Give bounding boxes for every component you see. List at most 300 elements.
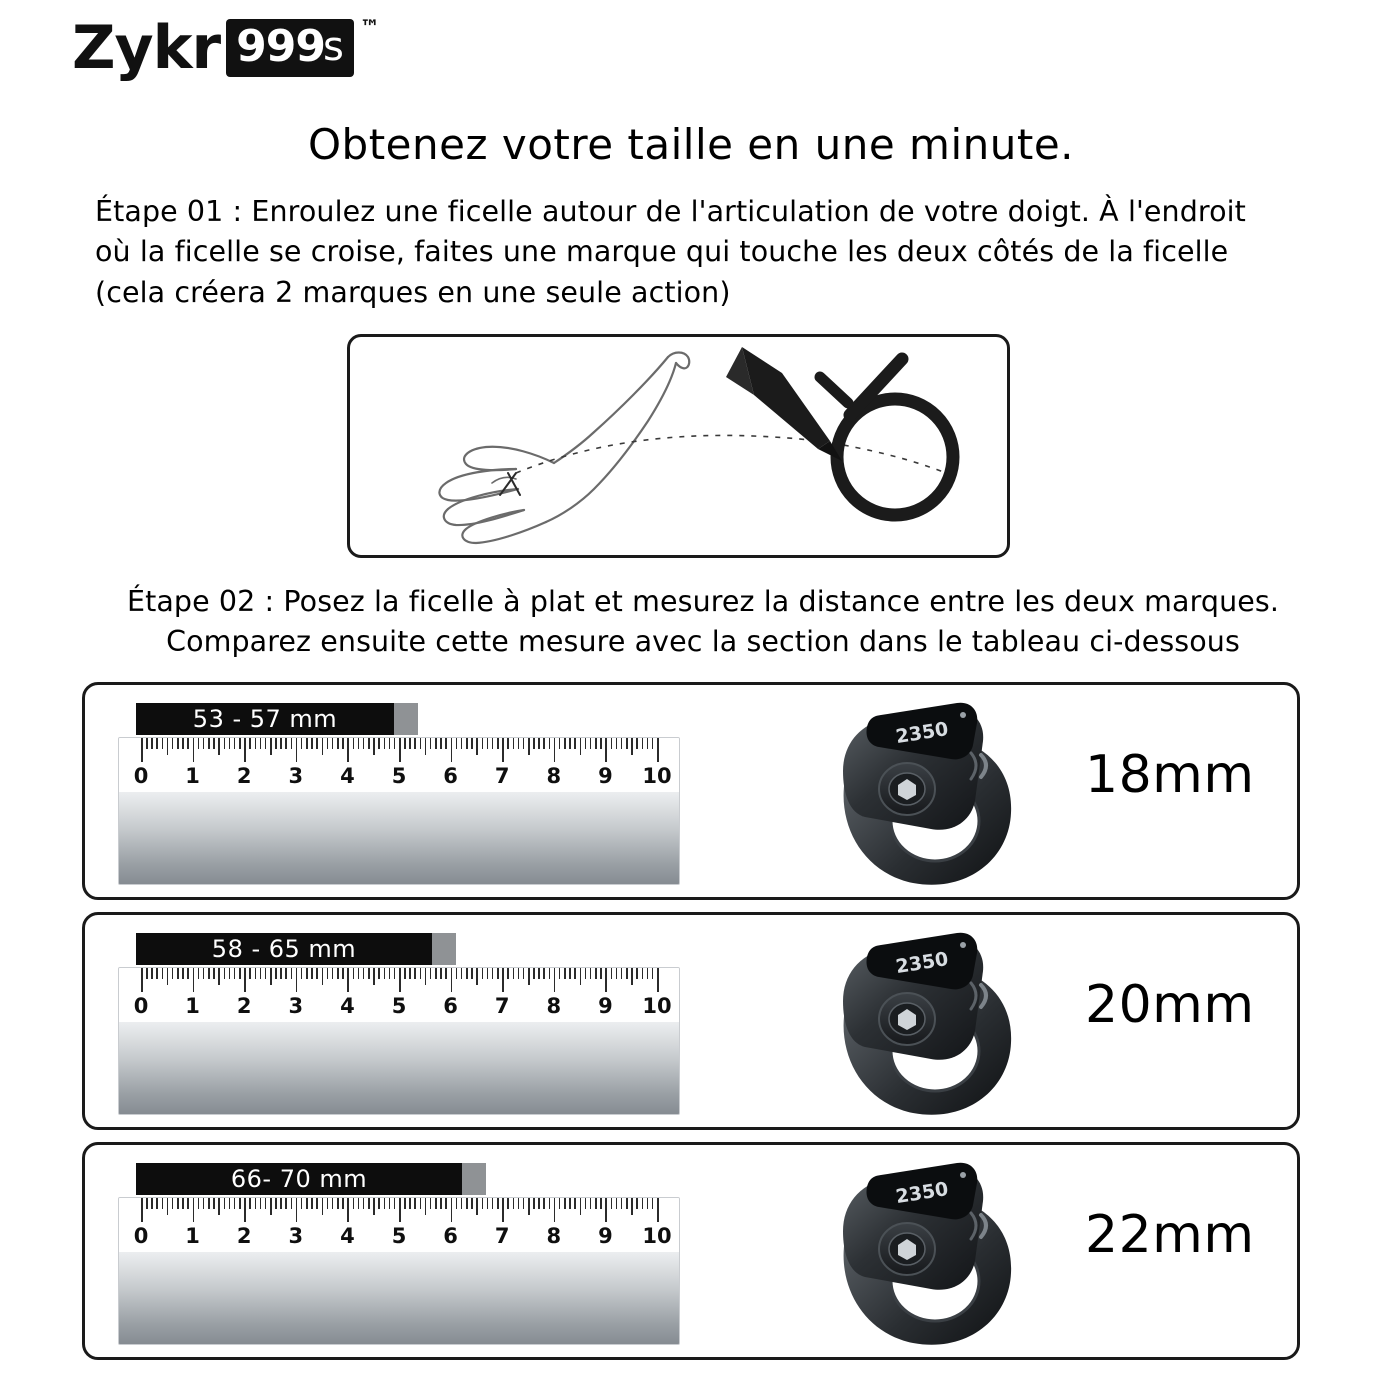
ruler-tick-minor [280,1198,282,1209]
ruler-tick-minor [224,738,226,749]
ruler-tick-minor [497,738,499,749]
size-label: 20mm [1085,975,1255,1035]
ruler-tick-minor [280,738,282,749]
ruler-tick-minor [291,1198,293,1209]
ruler-number: 1 [185,994,200,1018]
ruler-tick-minor [208,968,210,979]
ruler-tick-minor [389,968,391,979]
ruler-number: 8 [546,764,562,788]
brand-logo [72,13,380,83]
ruler-tick-minor [435,968,437,979]
ruler-tick-major [605,968,607,992]
ruler-tick-minor [574,1198,576,1209]
ruler-tick-minor [518,738,520,749]
range-badge: 58 - 65 mm [136,933,432,965]
ruler-tick-minor [549,1198,551,1209]
ruler-number: 2 [236,764,252,788]
ruler-tick-minor [533,738,535,749]
ruler-tick-minor [182,968,184,979]
ruler-tick-major [502,968,504,992]
ruler-number: 7 [494,1224,510,1248]
ruler-tick-minor [285,1198,287,1209]
ruler-tick-minor [420,1198,422,1209]
ruler-tick-minor [600,1198,602,1209]
ruler-tick-mid [528,738,530,755]
step-02-line-2: Comparez ensuite cette mesure avec la section dans le tableau ci-dessous [166,625,1240,659]
size-row [82,682,1300,900]
ruler-tick-minor [647,1198,649,1209]
ruler-tick-minor [409,1198,411,1209]
ruler-number: 9 [598,994,613,1018]
ruler-tick-minor [249,1198,251,1209]
ruler-tick-minor [368,968,370,979]
smart-ring-graphic [785,1153,1045,1353]
ruler-tick-minor [569,968,571,979]
ruler-tick-minor [600,738,602,749]
ruler-tick-minor [285,968,287,979]
ruler-tick-minor [487,968,489,979]
ruler-tick-minor [156,738,158,749]
ruler-tick-minor [358,1198,360,1209]
ruler-tick-mid [528,968,530,985]
ruler-tick-minor [482,738,484,749]
ruler-tick-minor [409,738,411,749]
ruler-tick-major [657,1198,659,1222]
ruler-tick-minor [394,968,396,979]
ruler-tick-major [296,1198,298,1222]
ruler-tick-minor [384,738,386,749]
ruler-tick-minor [363,1198,365,1209]
illustration-panel [347,334,1010,558]
ruler-tick-mid [373,1198,375,1215]
ruler-tick-minor [621,1198,623,1209]
ruler-tick-minor [172,968,174,979]
ruler-tick-minor [337,738,339,749]
brand-badge-text: 999 [236,21,325,72]
ruler-number: 10 [642,1224,672,1248]
ruler-tick-minor [523,1198,525,1209]
ruler-tick-minor [523,738,525,749]
ruler-tick-minor [291,738,293,749]
ruler-tick-minor [316,738,318,749]
smart-ring-graphic [785,923,1045,1123]
ruler-tick-mid [373,738,375,755]
ruler-tick-major [451,1198,453,1222]
ruler-tick-minor [177,968,179,979]
ruler-tick-minor [249,738,251,749]
ruler-tick-minor [414,968,416,979]
ruler-tick-minor [156,1198,158,1209]
ruler-tick-minor [239,738,241,749]
step-01-line-1: Étape 01 : Enroulez une ficelle autour de l'articulation de votre doigt. À l'endroit [95,195,1246,228]
brand-badge [226,15,380,77]
ruler-number: 0 [133,1224,149,1248]
ruler-tick-minor [255,968,257,979]
ruler-tick-minor [187,1198,189,1209]
ruler-tick-minor [213,1198,215,1209]
ruler-tick-minor [636,968,638,979]
ruler-tick-minor [301,968,303,979]
ruler-number: 4 [340,994,355,1018]
ruler-tick-minor [151,968,153,979]
ruler-tick-minor [301,738,303,749]
ruler-tick-mid [580,968,582,985]
ruler-tick-minor [146,738,148,749]
ruler-tick-minor [342,968,344,979]
ruler-tick-minor [404,1198,406,1209]
ruler-tick-minor [626,1198,628,1209]
ruler-tick-mid [218,1198,220,1215]
ruler-tick-minor [621,968,623,979]
ruler-tick-minor [306,738,308,749]
ruler-tick-minor [275,968,277,979]
ruler-tick-mid [218,738,220,755]
smart-ring-graphic [785,693,1045,893]
ruler-tick-mid [425,1198,427,1215]
ruler-tick-major [451,738,453,762]
ring-display-value: 2350 [894,718,950,749]
ruler-tick-minor [611,1198,613,1209]
ruler-tick-minor [507,968,509,979]
ruler-number: 9 [598,1224,613,1248]
ruler-tick-minor [642,738,644,749]
ruler-tick-minor [652,1198,654,1209]
ruler-measure [118,1163,678,1343]
ruler-tick-minor [187,968,189,979]
ruler-tick-mid [631,1198,633,1215]
ruler-tick-mid [322,1198,324,1215]
ruler-tick-major [605,1198,607,1222]
ruler-tick-minor [265,968,267,979]
ruler-number: 4 [340,1224,355,1248]
ruler-tick-minor [549,968,551,979]
ruler-tick-minor [389,1198,391,1209]
ruler-tick-major [141,738,143,762]
size-label: 22mm [1085,1205,1255,1265]
ruler-tick-minor [327,968,329,979]
ruler-tick-major [141,968,143,992]
ruler-tick-major [554,738,556,762]
ruler-tick-minor [564,738,566,749]
ruler-tick-minor [616,968,618,979]
ruler-tick-minor [585,738,587,749]
ruler-tick-major [347,1198,349,1222]
ruler-number: 5 [391,764,407,788]
size-label: 18mm [1085,745,1255,805]
ruler-tick-minor [523,968,525,979]
ruler-tick-minor [291,968,293,979]
ruler-tick-minor [466,1198,468,1209]
ruler-tick-major [347,968,349,992]
ruler-tick-minor [260,1198,262,1209]
ruler-tick-major [657,738,659,762]
ruler-tick-minor [497,968,499,979]
ruler-tick-minor [275,738,277,749]
ruler-number: 3 [288,994,304,1018]
ruler-tick-minor [234,968,236,979]
ruler-tick-mid [167,968,169,985]
ruler-tick-minor [177,1198,179,1209]
brand-name: Zykr [72,13,221,83]
ruler-tick-minor [497,1198,499,1209]
ruler-tick-minor [255,738,257,749]
ruler-tick-minor [466,738,468,749]
ruler-tick-major [399,968,401,992]
ruler-number: 6 [443,764,458,788]
step-02-text [95,582,1311,663]
ruler-tick-mid [476,1198,478,1215]
ruler-tick-minor [363,968,365,979]
ruler-measure [118,703,678,883]
ruler-tick-minor [595,968,597,979]
ruler-tick-major [347,738,349,762]
ruler-tick-minor [234,1198,236,1209]
ruler-tick-minor [203,738,205,749]
ruler-tick-minor [482,1198,484,1209]
ruler-tick-major [244,738,246,762]
ruler-tick-major [244,968,246,992]
ruler-tick-minor [280,968,282,979]
ruler-tick-minor [616,738,618,749]
ruler-tick-minor [353,968,355,979]
ruler-tick-mid [580,1198,582,1215]
ruler-tick-minor [363,738,365,749]
ruler-tick-minor [518,968,520,979]
ruler-tick-minor [636,738,638,749]
ruler-tick-minor [600,968,602,979]
ruler-tick-minor [332,968,334,979]
ruler-tick-minor [543,968,545,979]
ruler-tick-minor [642,968,644,979]
ruler-tick-minor [384,968,386,979]
ruler-tick-minor [652,968,654,979]
ruler-tick-minor [342,738,344,749]
ruler-number: 3 [288,1224,304,1248]
ruler-tick-major [451,968,453,992]
ruler-tick-minor [182,738,184,749]
ruler-number: 5 [391,994,407,1018]
ruler-tick-minor [456,738,458,749]
ruler-tick-minor [559,968,561,979]
ruler-tick-minor [358,738,360,749]
size-row [82,912,1300,1130]
ring-display-value: 2350 [894,1178,950,1209]
ruler-tick-minor [440,968,442,979]
ruler-tick-minor [151,1198,153,1209]
ruler-tick-minor [574,738,576,749]
ruler-number: 8 [546,994,562,1018]
ruler-tick-minor [569,1198,571,1209]
smart-ring-image [785,693,1045,893]
ruler-tick-major [502,738,504,762]
ruler-tick-minor [642,1198,644,1209]
ruler-tick-minor [513,968,515,979]
ruler-tick-minor [275,1198,277,1209]
ruler-tick-minor [445,968,447,979]
ruler-tick-minor [543,1198,545,1209]
ruler-tick-mid [322,968,324,985]
ruler-tick-minor [507,1198,509,1209]
ruler-number: 0 [133,994,149,1018]
step-02-line-1: Étape 02 : Posez la ficelle à plat et mesurez la distance entre les deux marques. [126,585,1280,618]
ruler-tick-major [502,1198,504,1222]
ruler-tick-mid [631,968,633,985]
ruler-tick-minor [316,968,318,979]
ruler-tick-mid [631,738,633,755]
ruler-tick-minor [595,738,597,749]
ruler-tick-minor [234,738,236,749]
ruler-tick-minor [368,1198,370,1209]
ruler-tick-minor [461,1198,463,1209]
ruler-tick-minor [621,738,623,749]
ruler-tick-major [554,968,556,992]
ruler-tick-mid [270,738,272,755]
ruler-tick-mid [425,738,427,755]
ruler-tick-minor [332,1198,334,1209]
ruler-tick-minor [611,738,613,749]
ruler-tick-minor [203,1198,205,1209]
ruler-tick-minor [368,738,370,749]
ruler-tick-minor [198,738,200,749]
smart-ring-image [785,923,1045,1123]
ruler-tick-minor [569,738,571,749]
ruler-number: 1 [185,764,200,788]
ruler-tick-minor [311,1198,313,1209]
ruler-tick-minor [353,738,355,749]
ruler-tick-minor [172,1198,174,1209]
ruler-tick-minor [394,738,396,749]
ruler-tick-minor [492,738,494,749]
ruler-tick-minor [337,1198,339,1209]
ruler-number: 2 [236,1224,252,1248]
ruler-tick-minor [239,1198,241,1209]
ruler-tick-minor [353,1198,355,1209]
ruler-tick-minor [172,738,174,749]
ruler-tick-minor [466,968,468,979]
ruler-tick-minor [342,1198,344,1209]
ruler-tick-minor [482,968,484,979]
ruler-tick-minor [213,738,215,749]
range-cap [432,933,456,965]
ruler-tick-minor [420,968,422,979]
ruler-tick-minor [595,1198,597,1209]
ruler-tick-minor [430,968,432,979]
ruler-tick-minor [574,968,576,979]
ruler-number: 8 [546,1224,562,1248]
ruler-tick-minor [559,1198,561,1209]
ruler-tick-minor [471,738,473,749]
ruler-tick-minor [636,1198,638,1209]
ruler-tick-minor [549,738,551,749]
ruler-tick-minor [208,1198,210,1209]
ruler-tick-mid [476,738,478,755]
ruler-tick-major [399,1198,401,1222]
ruler-tick-minor [177,738,179,749]
ruler-tick-minor [332,738,334,749]
ruler-tick-minor [260,738,262,749]
ruler-tick-minor [430,1198,432,1209]
ruler-tick-minor [378,1198,380,1209]
ruler-tick-minor [420,738,422,749]
ruler-tick-mid [373,968,375,985]
ruler-tick-major [193,968,195,992]
ruler-tick-minor [590,738,592,749]
ruler-number: 5 [391,1224,407,1248]
ruler-tick-minor [487,738,489,749]
ruler-tick-minor [198,968,200,979]
page-title: Obtenez votre taille en une minute. [307,120,1075,169]
ruler-tick-minor [327,1198,329,1209]
ruler-number: 7 [494,764,510,788]
ruler-tick-minor [224,968,226,979]
ruler-tick-minor [461,968,463,979]
ring-display-value: 2350 [894,948,950,979]
ruler-tick-minor [507,738,509,749]
ruler-tick-minor [492,968,494,979]
ruler-tick-minor [311,968,313,979]
ruler-tick-minor [249,968,251,979]
ruler-tick-minor [404,738,406,749]
ruler-tick-mid [270,968,272,985]
ruler-tick-minor [435,1198,437,1209]
ruler-tick-minor [358,968,360,979]
ruler-tick-major [193,738,195,762]
ruler-tick-minor [208,738,210,749]
ruler-tick-minor [538,1198,540,1209]
ruler-tick-major [193,1198,195,1222]
ruler-number: 6 [443,1224,458,1248]
ruler-tick-minor [394,1198,396,1209]
pen-icon [726,347,842,461]
ruler-tick-minor [626,968,628,979]
ruler-tick-major [399,738,401,762]
ruler-tick-minor [151,738,153,749]
ruler-number: 2 [236,994,252,1018]
ruler-tick-major [605,738,607,762]
ruler-tick-minor [404,968,406,979]
ruler-graphic [118,1197,680,1345]
trademark-icon: ™ [359,15,380,39]
ruler-tick-minor [239,968,241,979]
range-cap [394,703,418,735]
ruler-tick-minor [213,968,215,979]
ruler-tick-minor [327,738,329,749]
ruler-tick-minor [559,738,561,749]
ruler-tick-minor [564,968,566,979]
ruler-tick-mid [528,1198,530,1215]
ruler-number: 10 [642,994,672,1018]
ruler-tick-minor [647,738,649,749]
ruler-tick-minor [585,1198,587,1209]
ruler-tick-minor [533,968,535,979]
ruler-tick-minor [301,1198,303,1209]
ruler-tick-minor [162,738,164,749]
ruler-tick-minor [260,968,262,979]
ruler-tick-mid [218,968,220,985]
ruler-tick-minor [533,1198,535,1209]
ruler-tick-minor [316,1198,318,1209]
ruler-tick-minor [414,738,416,749]
ruler-tick-minor [378,738,380,749]
ruler-tick-minor [162,968,164,979]
ruler-tick-minor [456,1198,458,1209]
step-01-line-3: (cela créera 2 marques en une seule action) [95,275,731,309]
ruler-tick-major [296,738,298,762]
ruler-tick-minor [414,1198,416,1209]
range-badge: 53 - 57 mm [136,703,394,735]
ruler-tick-minor [461,738,463,749]
ruler-number: 9 [598,764,613,788]
